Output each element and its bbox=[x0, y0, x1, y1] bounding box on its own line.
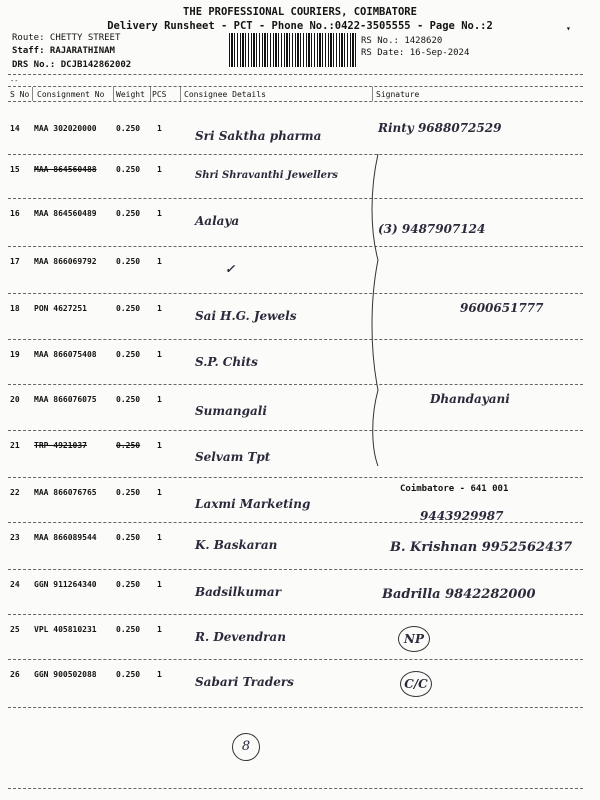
row-sno: 20 bbox=[10, 395, 20, 404]
col-consignment: Consignment No bbox=[37, 90, 105, 99]
row-consignee: Aalaya bbox=[195, 214, 240, 228]
top-mark: -- bbox=[10, 77, 19, 85]
page-number-mark: 8 bbox=[232, 733, 260, 761]
row-pcs: 1 bbox=[157, 165, 162, 174]
row-sno: 16 bbox=[10, 209, 20, 218]
col-signature: Signature bbox=[376, 90, 420, 99]
col-pcs: PCS bbox=[152, 90, 167, 99]
row-pcs: 1 bbox=[157, 395, 162, 404]
row-weight: 0.250 bbox=[116, 209, 141, 218]
row-consignment: VPL 405810231 bbox=[34, 625, 97, 634]
row-signature: NP bbox=[398, 626, 430, 652]
row-consignment: MAA 866069792 bbox=[34, 257, 97, 266]
column-divider-top bbox=[8, 86, 583, 87]
row-weight: 0.250 bbox=[116, 395, 141, 404]
row-consignee: Sai H.G. Jewels bbox=[195, 309, 297, 323]
row-sno: 15 bbox=[10, 165, 20, 174]
row-consignment: PON 4627251 bbox=[34, 304, 87, 313]
row-pcs: 1 bbox=[157, 209, 162, 218]
row-divider bbox=[8, 430, 583, 431]
row-signature-stamp: Coimbatore - 641 001 bbox=[400, 484, 509, 494]
row-divider bbox=[8, 154, 583, 155]
rs-date: RS Date: 16-Sep-2024 bbox=[361, 48, 470, 58]
row-weight: 0.250 bbox=[116, 533, 141, 542]
row-divider bbox=[8, 384, 583, 385]
row-pcs: 1 bbox=[157, 488, 162, 497]
row-divider bbox=[8, 522, 583, 523]
row-sno: 17 bbox=[10, 257, 20, 266]
row-consignee: Badsilkumar bbox=[195, 585, 282, 599]
row-consignee: S.P. Chits bbox=[195, 355, 258, 369]
row-sno: 19 bbox=[10, 350, 20, 359]
runsheet-title: Delivery Runsheet - PCT - Phone No.:0422-3505555 - Page No.:2 bbox=[107, 20, 493, 32]
row-pcs: 1 bbox=[157, 625, 162, 634]
row-signature: 9443929987 bbox=[420, 509, 504, 523]
row-divider bbox=[8, 569, 583, 570]
row-consignment: TRP 4921037 bbox=[34, 441, 87, 450]
row-consignee: Sabari Traders bbox=[195, 675, 294, 689]
staff-label: Staff: RAJARATHINAM bbox=[12, 46, 115, 56]
row-weight: 0.250 bbox=[116, 670, 141, 679]
row-pcs: 1 bbox=[157, 124, 162, 133]
col-sep bbox=[180, 87, 181, 101]
col-details: Consignee Details bbox=[184, 90, 266, 99]
row-consignee: R. Devendran bbox=[195, 630, 286, 644]
row-sno: 18 bbox=[10, 304, 20, 313]
row-signature: B. Krishnan 9952562437 bbox=[390, 540, 573, 555]
route-label: Route: CHETTY STREET bbox=[12, 33, 121, 43]
column-divider-bottom bbox=[8, 101, 583, 102]
row-divider bbox=[8, 339, 583, 340]
row-divider bbox=[8, 246, 583, 247]
col-sep bbox=[32, 87, 33, 101]
col-sep bbox=[372, 87, 373, 101]
row-pcs: 1 bbox=[157, 580, 162, 589]
row-pcs: 1 bbox=[157, 670, 162, 679]
row-consignee: Sumangali bbox=[195, 404, 267, 418]
row-sno: 25 bbox=[10, 625, 20, 634]
row-consignment: GGN 911264340 bbox=[34, 580, 97, 589]
drs-number: DRS No.: DCJB142862002 bbox=[12, 60, 132, 70]
row-pcs: 1 bbox=[157, 350, 162, 359]
row-consignment: MAA 864560489 bbox=[34, 209, 97, 218]
row-divider bbox=[8, 477, 583, 478]
row-weight: 0.250 bbox=[116, 257, 141, 266]
row-signature: Badrilla 9842282000 bbox=[382, 587, 536, 602]
col-weight: Weight bbox=[116, 90, 145, 99]
row-consignee: Selvam Tpt bbox=[195, 450, 271, 464]
row-consignee: K. Baskaran bbox=[195, 538, 278, 552]
row-consignee: Laxmi Marketing bbox=[195, 497, 311, 511]
row-weight: 0.250 bbox=[116, 124, 141, 133]
row-pcs: 1 bbox=[157, 304, 162, 313]
row-signature: C/C bbox=[400, 671, 432, 697]
row-weight: 0.250 bbox=[116, 580, 141, 589]
row-sno: 22 bbox=[10, 488, 20, 497]
row-pcs: 1 bbox=[157, 441, 162, 450]
row-divider bbox=[8, 707, 583, 708]
row-weight: 0.250 bbox=[116, 165, 141, 174]
row-consignment: MAA 866089544 bbox=[34, 533, 97, 542]
row-signature: (3) 9487907124 bbox=[378, 222, 486, 236]
barcode bbox=[229, 33, 357, 67]
row-weight: 0.250 bbox=[116, 488, 141, 497]
row-pcs: 1 bbox=[157, 533, 162, 542]
row-weight: 0.250 bbox=[116, 625, 141, 634]
header-divider bbox=[8, 74, 583, 75]
corner-mark: ▾ bbox=[566, 24, 571, 33]
signature-bracket bbox=[366, 150, 386, 470]
row-divider bbox=[8, 198, 583, 199]
row-divider bbox=[8, 659, 583, 660]
row-consignment: MAA 866076765 bbox=[34, 488, 97, 497]
col-sno: S No bbox=[10, 90, 30, 99]
row-consignment: GGN 900502088 bbox=[34, 670, 97, 679]
row-consignee: Sri Saktha pharma bbox=[195, 129, 322, 143]
row-consignment: MAA 302020000 bbox=[34, 124, 97, 133]
row-weight: 0.250 bbox=[116, 304, 141, 313]
row-consignment: MAA 866076075 bbox=[34, 395, 97, 404]
row-sno: 14 bbox=[10, 124, 20, 133]
col-sep bbox=[113, 87, 114, 101]
row-consignee: Shri Shravanthi Jewellers bbox=[195, 170, 338, 181]
col-sep bbox=[150, 87, 151, 101]
footer-divider bbox=[8, 788, 583, 789]
row-divider bbox=[8, 614, 583, 615]
row-weight: 0.250 bbox=[116, 350, 141, 359]
row-consignee: ✓ bbox=[225, 262, 236, 276]
row-sno: 21 bbox=[10, 441, 20, 450]
row-consignment: MAA 864560488 bbox=[34, 165, 97, 174]
row-weight: 0.250 bbox=[116, 441, 141, 450]
row-sno: 24 bbox=[10, 580, 20, 589]
row-divider bbox=[8, 293, 583, 294]
row-consignment: MAA 866075408 bbox=[34, 350, 97, 359]
row-signature: Dhandayani bbox=[430, 392, 510, 406]
row-sno: 26 bbox=[10, 670, 20, 679]
company-title: THE PROFESSIONAL COURIERS, COIMBATORE bbox=[183, 6, 417, 18]
row-signature: Rinty 9688072529 bbox=[378, 121, 502, 135]
row-pcs: 1 bbox=[157, 257, 162, 266]
rs-number: RS No.: 1428620 bbox=[361, 36, 443, 46]
row-sno: 23 bbox=[10, 533, 20, 542]
row-signature: 9600651777 bbox=[460, 301, 544, 315]
